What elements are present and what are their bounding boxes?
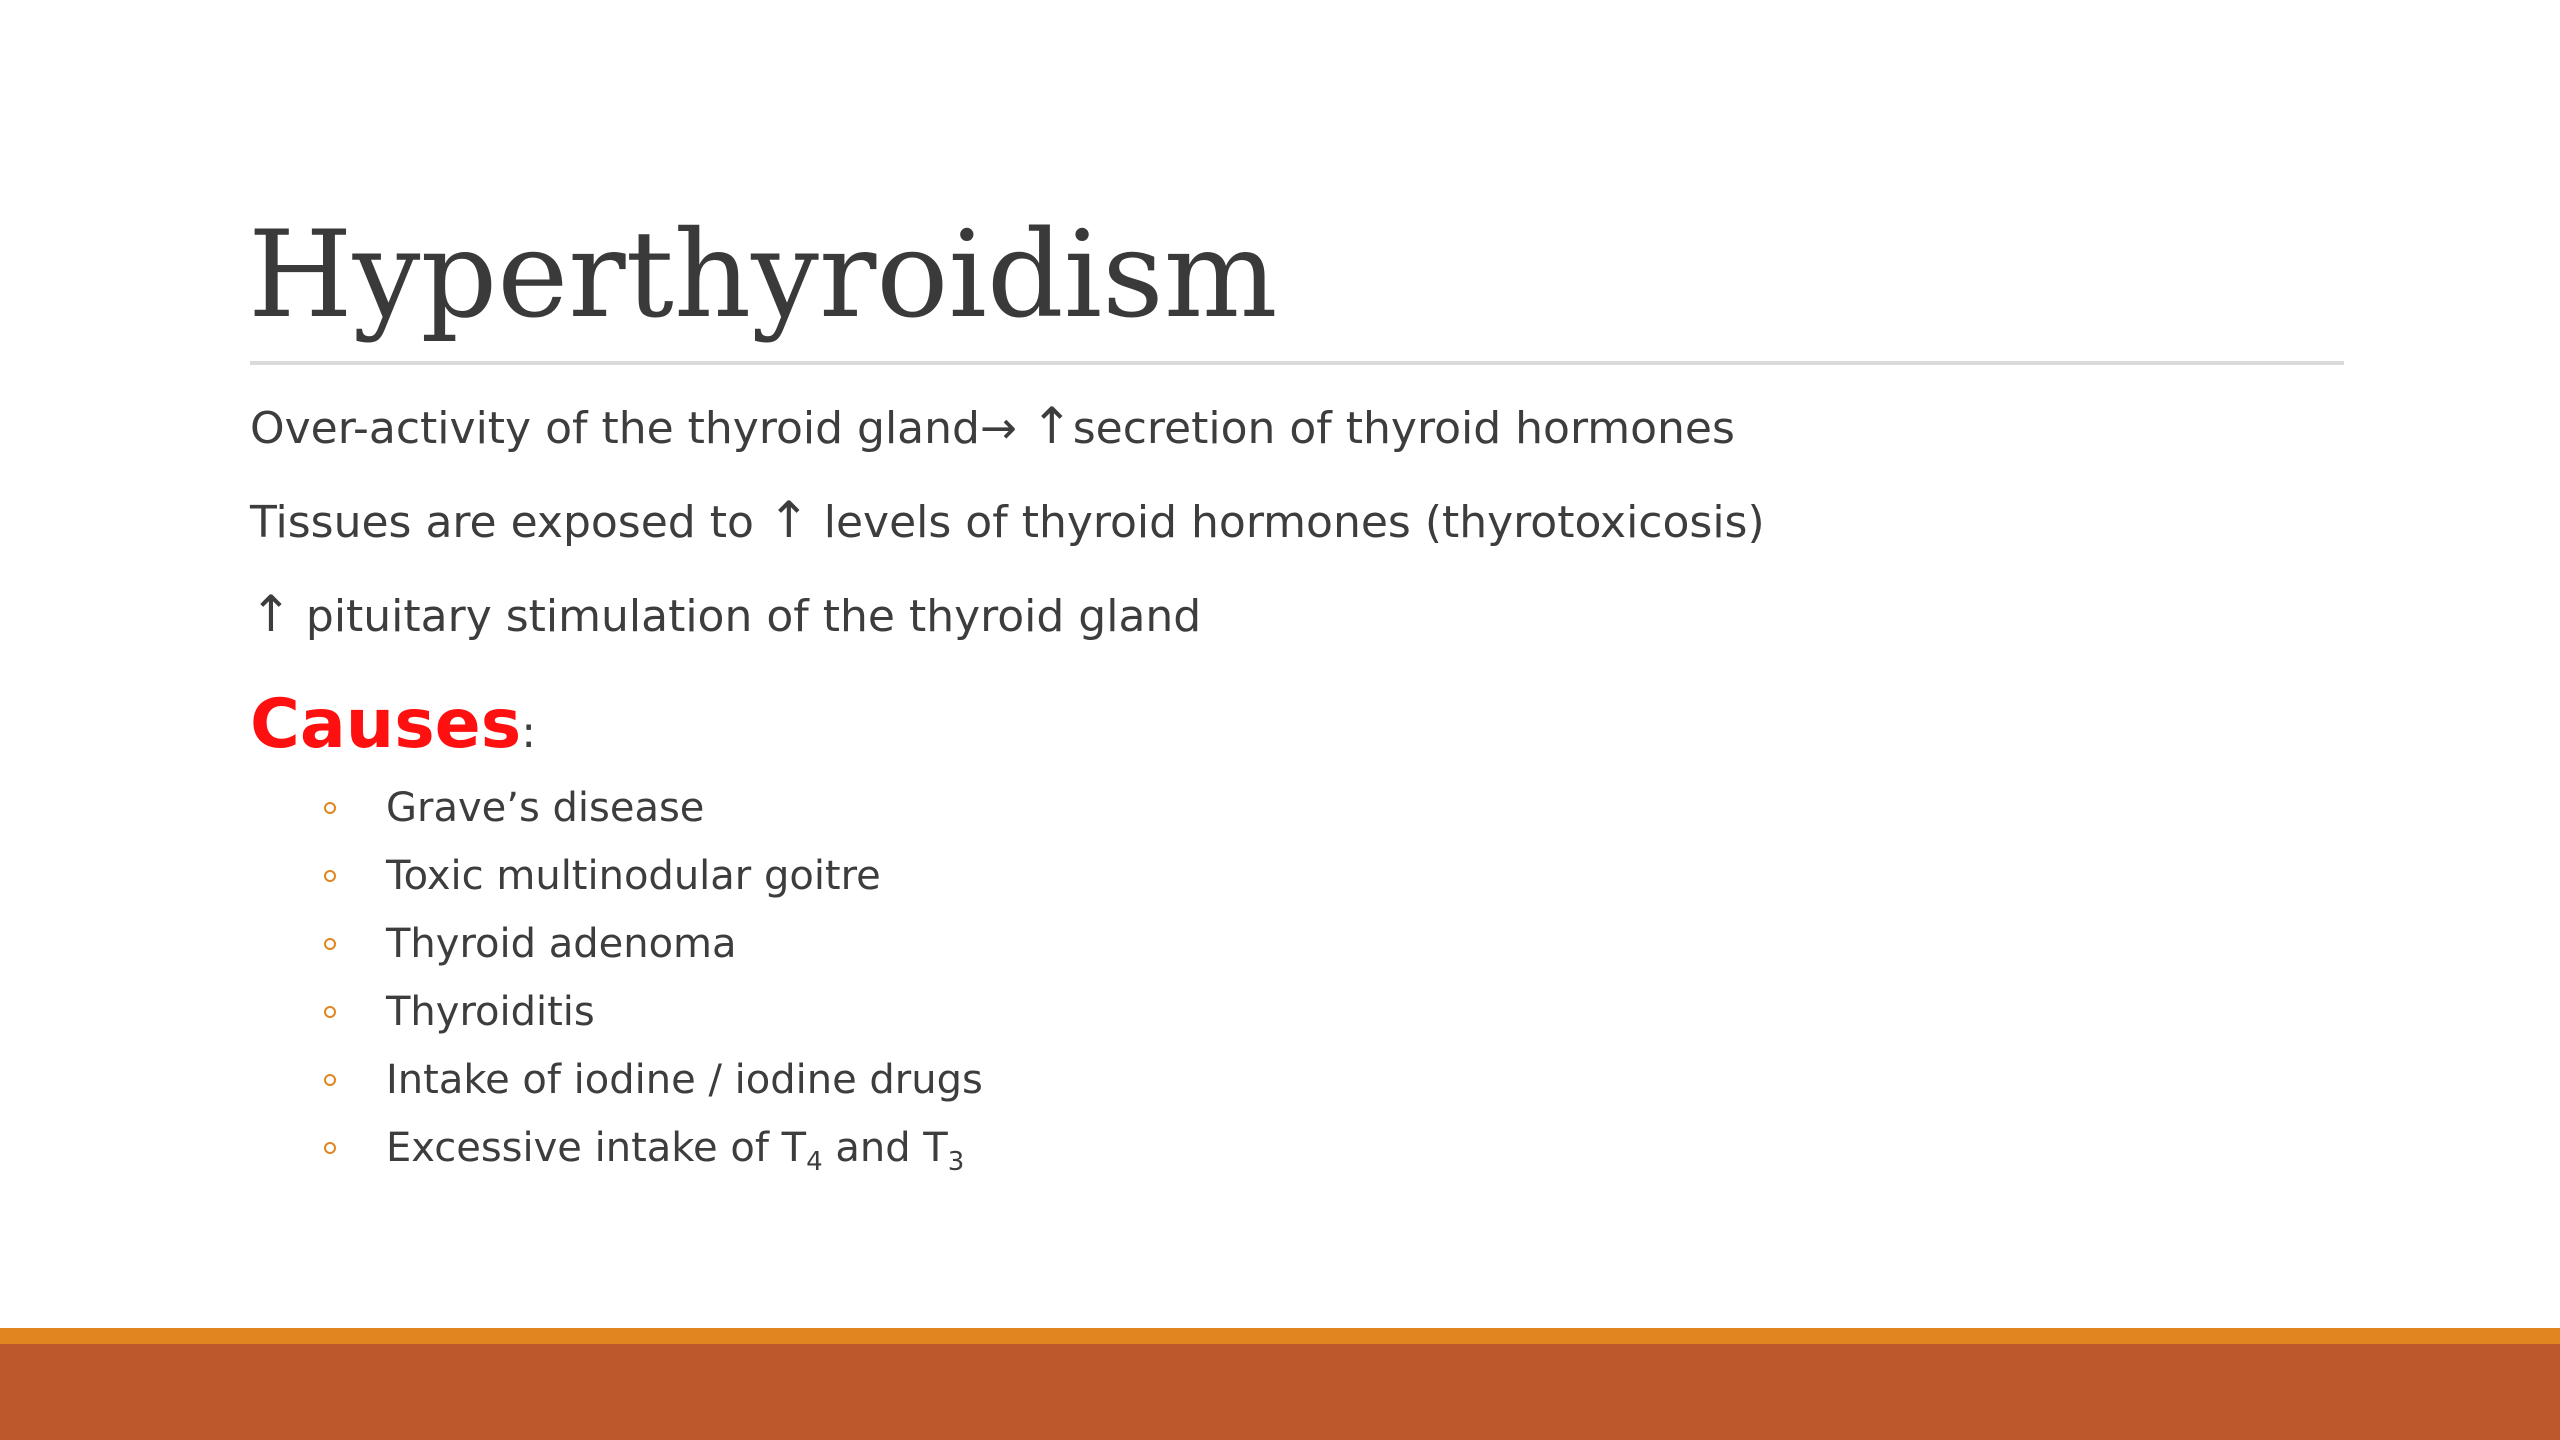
cause-text-prefix: Excessive intake of T <box>386 1125 807 1171</box>
cause-text: Grave’s disease <box>386 785 705 831</box>
cause-text-mid: and T <box>822 1125 948 1171</box>
arrow-right-icon: → <box>979 403 1017 454</box>
body-line-2 <box>250 490 1765 553</box>
cause-text <box>386 1120 964 1176</box>
cause-text: Toxic multinodular goitre <box>386 853 881 899</box>
title-divider <box>250 361 2344 365</box>
arrow-up-icon: ↑ <box>767 491 810 549</box>
cause-text: Thyroiditis <box>386 989 595 1035</box>
circle-bullet-icon <box>324 938 336 950</box>
circle-bullet-icon <box>324 1142 336 1154</box>
circle-bullet-icon <box>324 1074 336 1086</box>
footer-band-orange <box>0 1328 2560 1344</box>
subscript-3: 3 <box>947 1147 965 1177</box>
circle-bullet-icon <box>324 870 336 882</box>
causes-heading <box>250 680 536 778</box>
body-line-1 <box>250 396 1735 459</box>
subscript-4: 4 <box>806 1147 823 1177</box>
body-line-3 <box>250 584 1201 647</box>
cause-text: Intake of iodine / iodine drugs <box>386 1057 983 1103</box>
cause-text: Thyroid adenoma <box>386 921 737 967</box>
slide-title: Hyperthyroidism <box>248 206 1278 345</box>
footer-band-rust <box>0 1344 2560 1440</box>
body-line-1-text-a: Over-activity of the thyroid gland <box>250 403 980 454</box>
arrow-up-icon: ↑ <box>1030 397 1073 455</box>
causes-heading-colon: : <box>521 707 537 758</box>
causes-heading-label: Causes <box>250 685 522 764</box>
body-line-3-text-b: pituitary stimulation of the thyroid gland <box>291 591 1202 642</box>
circle-bullet-icon <box>324 802 336 814</box>
arrow-up-icon: ↑ <box>250 585 292 643</box>
circle-bullet-icon <box>324 1006 336 1018</box>
body-line-2-text-a: Tissues are exposed to <box>250 497 768 548</box>
body-line-1-text-b: secretion of thyroid hormones <box>1072 403 1735 454</box>
body-line-2-text-b: levels of thyroid hormones (thyrotoxicosis) <box>809 497 1765 548</box>
